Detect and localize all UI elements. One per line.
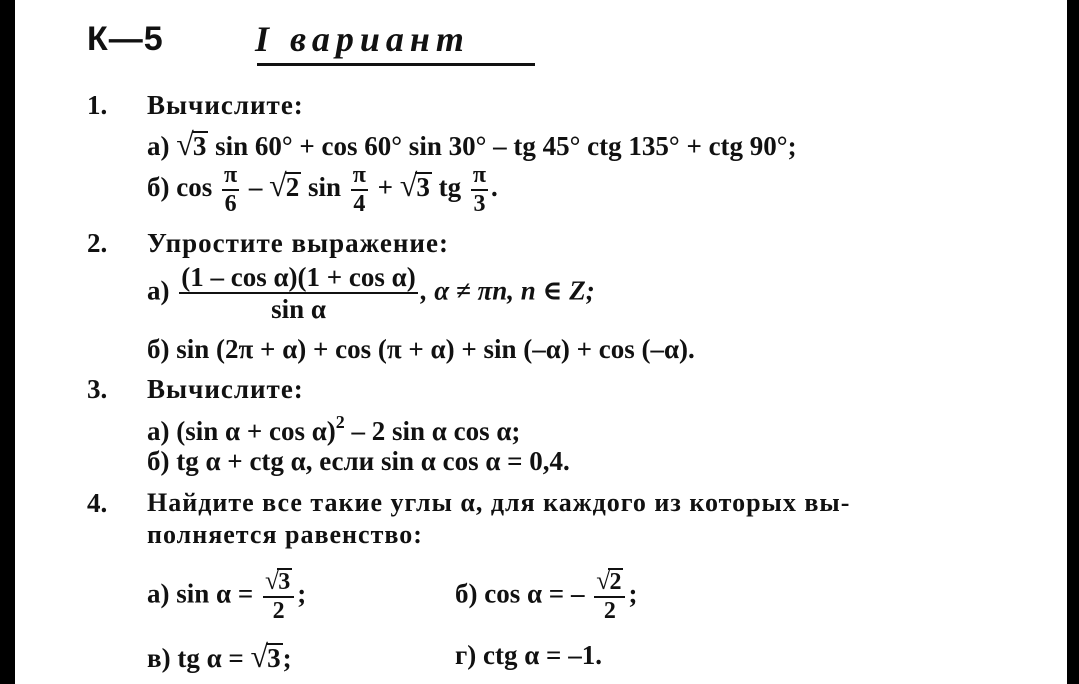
task-3b <box>147 446 570 477</box>
tg-text: tg <box>438 172 462 203</box>
task-2b-label: б) <box>147 334 170 364</box>
task-4d-label: г) <box>455 640 477 670</box>
fraction-numerator: π <box>351 162 368 191</box>
task-4a-fraction <box>263 568 294 625</box>
radicand: 2 <box>609 569 622 595</box>
task-4-title-line1: Найдите все такие углы α, для каждого из которых вы- <box>147 488 851 517</box>
task-2a-condition: , α ≠ πn, n ∈ Z; <box>420 275 595 306</box>
worksheet-page <box>15 0 1067 684</box>
task-1b-label: б) <box>147 172 170 203</box>
sqrt-symbol: √ <box>250 638 269 674</box>
semicolon: ; <box>282 643 292 673</box>
task-2a-label: а) <box>147 275 170 306</box>
sqrt-symbol: √ <box>176 126 194 162</box>
task-4a-lhs: sin α = <box>176 578 254 609</box>
fraction-denominator: 2 <box>603 597 616 624</box>
sqrt-symbol: √ <box>596 566 611 595</box>
task-2a-fraction <box>179 262 417 324</box>
task-4b-label: б) <box>455 578 478 609</box>
task-4c-lhs: tg α = <box>177 643 244 673</box>
task-1-title: Вычислите: <box>147 90 304 120</box>
task-3-title: Вычислите: <box>147 374 304 404</box>
cos-text: cos <box>176 172 213 203</box>
fraction-numerator <box>594 568 625 598</box>
task-3b-expression: tg α + ctg α, если sin α cos α = 0,4. <box>176 446 570 476</box>
worksheet-code: К—5 <box>87 20 164 58</box>
fraction-numerator: π <box>222 162 239 191</box>
task-4b-lhs: cos α = – <box>484 578 585 609</box>
variant-title: I вариант <box>255 19 470 59</box>
sqrt-symbol: √ <box>269 167 287 204</box>
task-3a <box>147 412 520 447</box>
exponent: 2 <box>335 412 345 432</box>
semicolon: ; <box>297 578 307 609</box>
task-1-number: 1. <box>87 90 108 120</box>
task-2-title: Упростите выражение: <box>147 228 449 258</box>
task-1a-radicand: 3 <box>192 131 207 161</box>
task-2b-expression: sin (2π + α) + cos (π + α) + sin (–α) + cos (–α). <box>176 334 695 364</box>
task-4d-expression: ctg α = –1. <box>483 640 602 670</box>
minus-sign: – <box>248 172 263 203</box>
task-3a-rest: – 2 sin α cos α; <box>351 416 521 446</box>
sin-text: sin <box>307 172 341 203</box>
task-2-number: 2. <box>87 228 108 258</box>
task-4-number: 4. <box>87 488 108 518</box>
fraction-numerator <box>263 568 294 598</box>
task-3a-expression: (sin α + cos α) <box>176 416 336 446</box>
radicand-2: 2 <box>285 172 300 203</box>
task-1a <box>147 128 797 162</box>
task-4a-label: а) <box>147 578 170 609</box>
task-4-title-line2: полняется равенство: <box>147 520 423 549</box>
task-3-number: 3. <box>87 374 108 404</box>
fraction-denominator: 4 <box>353 190 366 217</box>
task-4a <box>147 568 306 625</box>
task-3a-label: а) <box>147 416 170 446</box>
task-4c <box>147 640 292 674</box>
task-4b-fraction <box>594 568 625 625</box>
radicand: 3 <box>278 569 291 595</box>
task-4d <box>455 640 602 671</box>
fraction-denominator: 6 <box>224 190 237 217</box>
task-3b-label: б) <box>147 446 170 476</box>
fraction-denominator: 2 <box>272 597 285 624</box>
task-4b <box>455 568 637 625</box>
fraction-pi-6 <box>222 162 239 218</box>
radicand-3: 3 <box>416 172 430 203</box>
task-2b <box>147 334 695 365</box>
plus-sign: + <box>377 172 394 203</box>
fraction-numerator: π <box>471 162 488 191</box>
period: . <box>491 172 498 203</box>
fraction-numerator: (1 – cos α)(1 + cos α) <box>179 262 417 294</box>
radicand: 3 <box>267 643 281 673</box>
sqrt-symbol: √ <box>264 566 280 595</box>
task-2a <box>147 262 595 324</box>
sqrt-symbol: √ <box>399 167 418 204</box>
fraction-denominator: sin α <box>271 294 326 325</box>
fraction-pi-4 <box>351 162 368 218</box>
fraction-denominator: 3 <box>473 190 486 217</box>
task-1a-label: а) <box>147 131 170 161</box>
task-1b <box>147 162 498 218</box>
task-1a-expression: sin 60° + cos 60° sin 30° – tg 45° ctg 135° + ctg 90°; <box>215 131 797 161</box>
fraction-pi-3 <box>471 162 488 218</box>
semicolon: ; <box>628 578 638 609</box>
task-4c-label: в) <box>147 643 171 673</box>
title-underline <box>257 63 535 66</box>
